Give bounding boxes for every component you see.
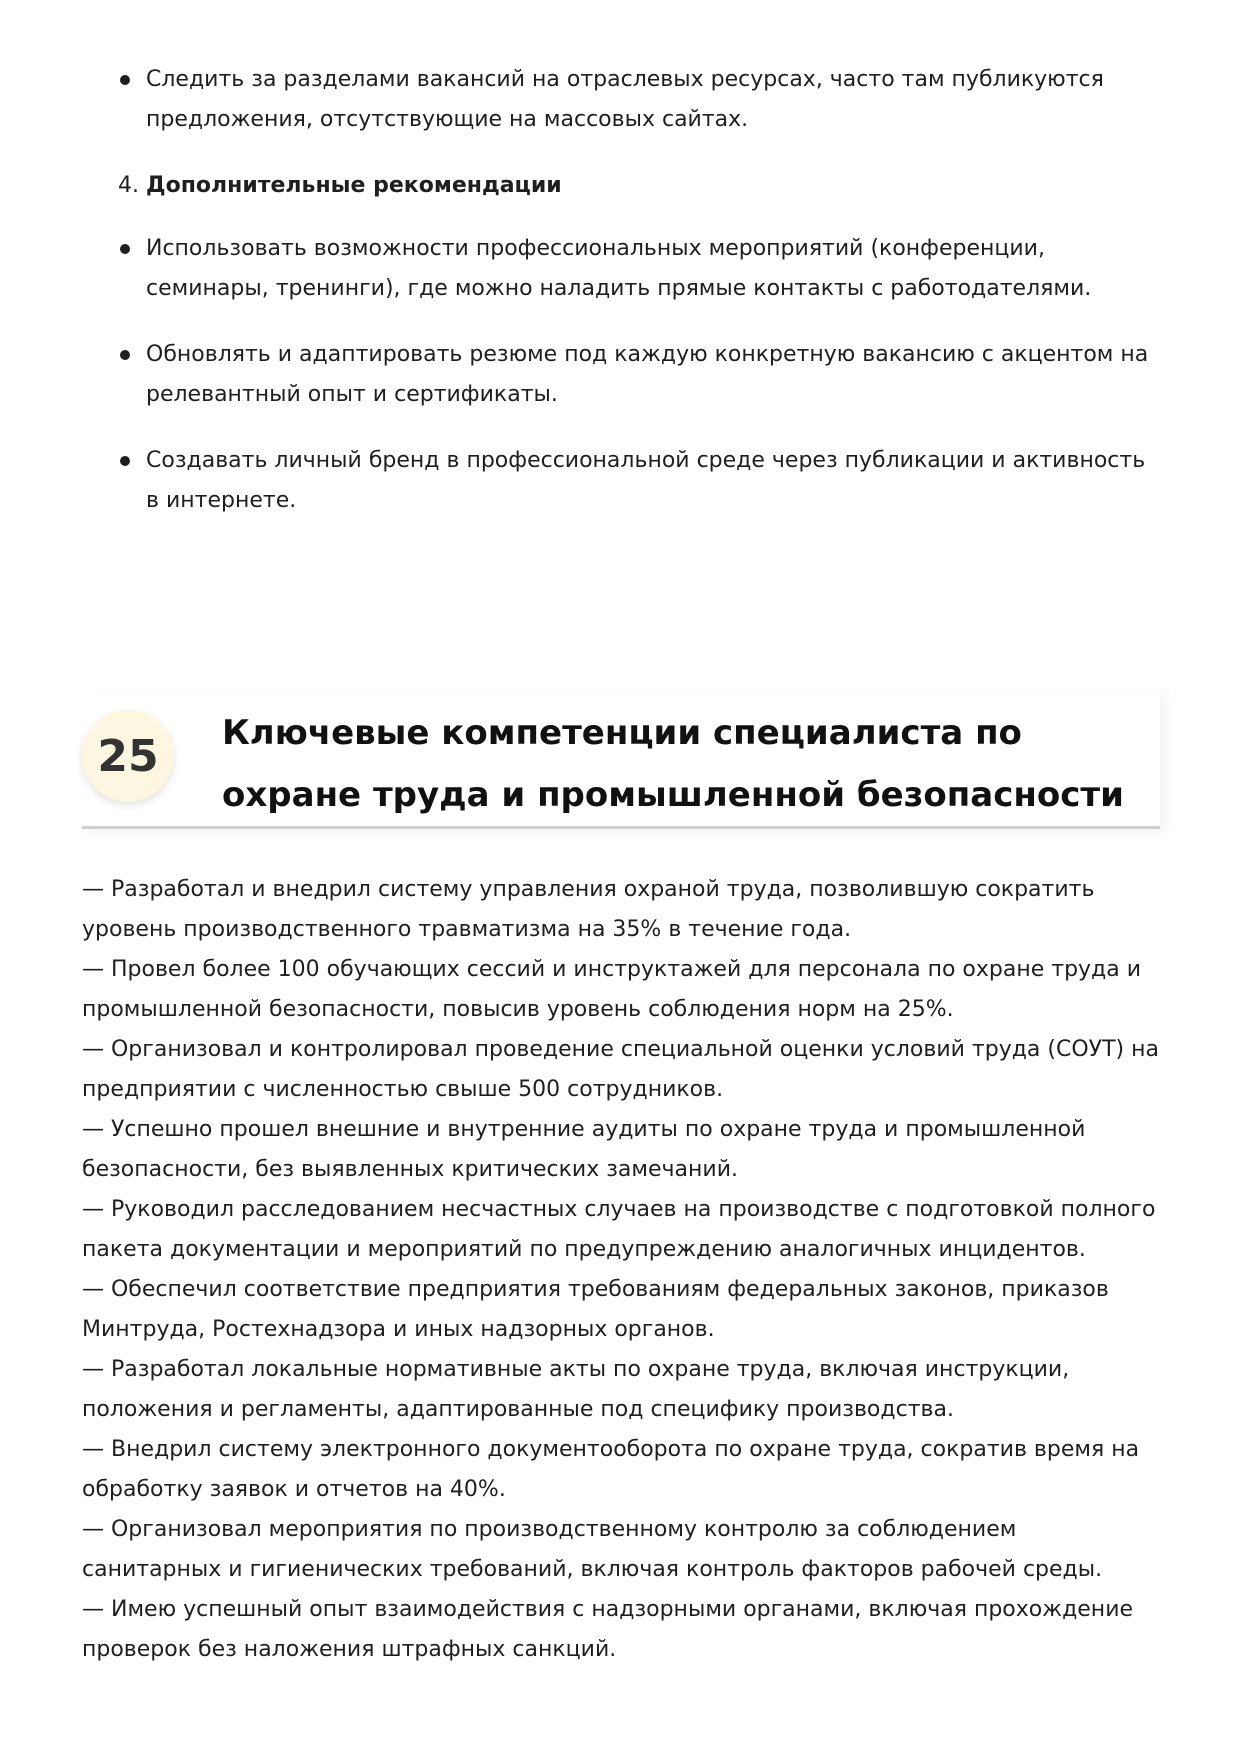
- item-number: 4.: [118, 173, 139, 198]
- section-header: [82, 690, 1160, 829]
- list-item: Использовать возможности профессиональных мероприятий (конференции, семинары, тренинги), где можно наладить прямые контакты с работодателями.: [146, 229, 1156, 309]
- competence-item: — Имею успешный опыт взаимодействия с надзорными органами, включая прохождение проверок без наложения штрафных санкций.: [82, 1597, 1134, 1662]
- list-item: Создавать личный бренд в профессиональной среде через публикации и активность в интернете.: [146, 441, 1156, 521]
- competences-list: [82, 870, 1162, 1670]
- competence-item: — Организовал и контролировал проведение специальной оценки условий труда (СОУТ) на предприятии с численностью свыше 500 сотрудников.: [82, 1037, 1159, 1102]
- competence-item: — Организовал мероприятия по производственному контролю за соблюдением санитарных и гигиенических требований, включая контроль факторов рабочей среды.: [82, 1517, 1103, 1582]
- item-title: Дополнительные рекомендации: [146, 173, 562, 198]
- competence-item: — Руководил расследованием несчастных случаев на производстве с подготовкой полного пакета документации и мероприятий по предупреждению аналогичных инцидентов.: [82, 1197, 1156, 1262]
- competence-item: — Провел более 100 обучающих сессий и инструктажей для персонала по охране труда и промышленной безопасности, повысив уровень соблюдения норм на 25%.: [82, 957, 1142, 1022]
- numbered-heading: [118, 166, 562, 206]
- recommendations-list: [146, 229, 1156, 547]
- list-item: Следить за разделами вакансий на отраслевых ресурсах, часто там публикуются предложения, отсутствующие на массовых сайтах.: [146, 60, 1156, 140]
- competence-item: — Разработал локальные нормативные акты по охране труда, включая инструкции, положения и регламенты, адаптированные под специфику производства.: [82, 1357, 1070, 1422]
- competence-item: — Обеспечил соответствие предприятия требованиям федеральных законов, приказов Минтруда, Ростехнадзора и иных надзорных органов.: [82, 1277, 1109, 1342]
- section-number-badge: 25: [82, 710, 174, 802]
- list-item: Обновлять и адаптировать резюме под каждую конкретную вакансию с акцентом на релевантный опыт и сертификаты.: [146, 335, 1156, 415]
- competence-item: — Разработал и внедрил систему управления охраной труда, позволившую сократить уровень производственного травматизма на 35% в течение года.: [82, 877, 1095, 942]
- top-bullet-list: [146, 60, 1156, 140]
- competence-item: — Успешно прошел внешние и внутренние аудиты по охране труда и промышленной безопасности, без выявленных критических замечаний.: [82, 1117, 1086, 1182]
- competence-item: — Внедрил систему электронного документооборота по охране труда, сократив время на обработку заявок и отчетов на 40%.: [82, 1437, 1140, 1502]
- section-title: Ключевые компетенции специалиста по охране труда и промышленной безопасности: [222, 713, 1124, 815]
